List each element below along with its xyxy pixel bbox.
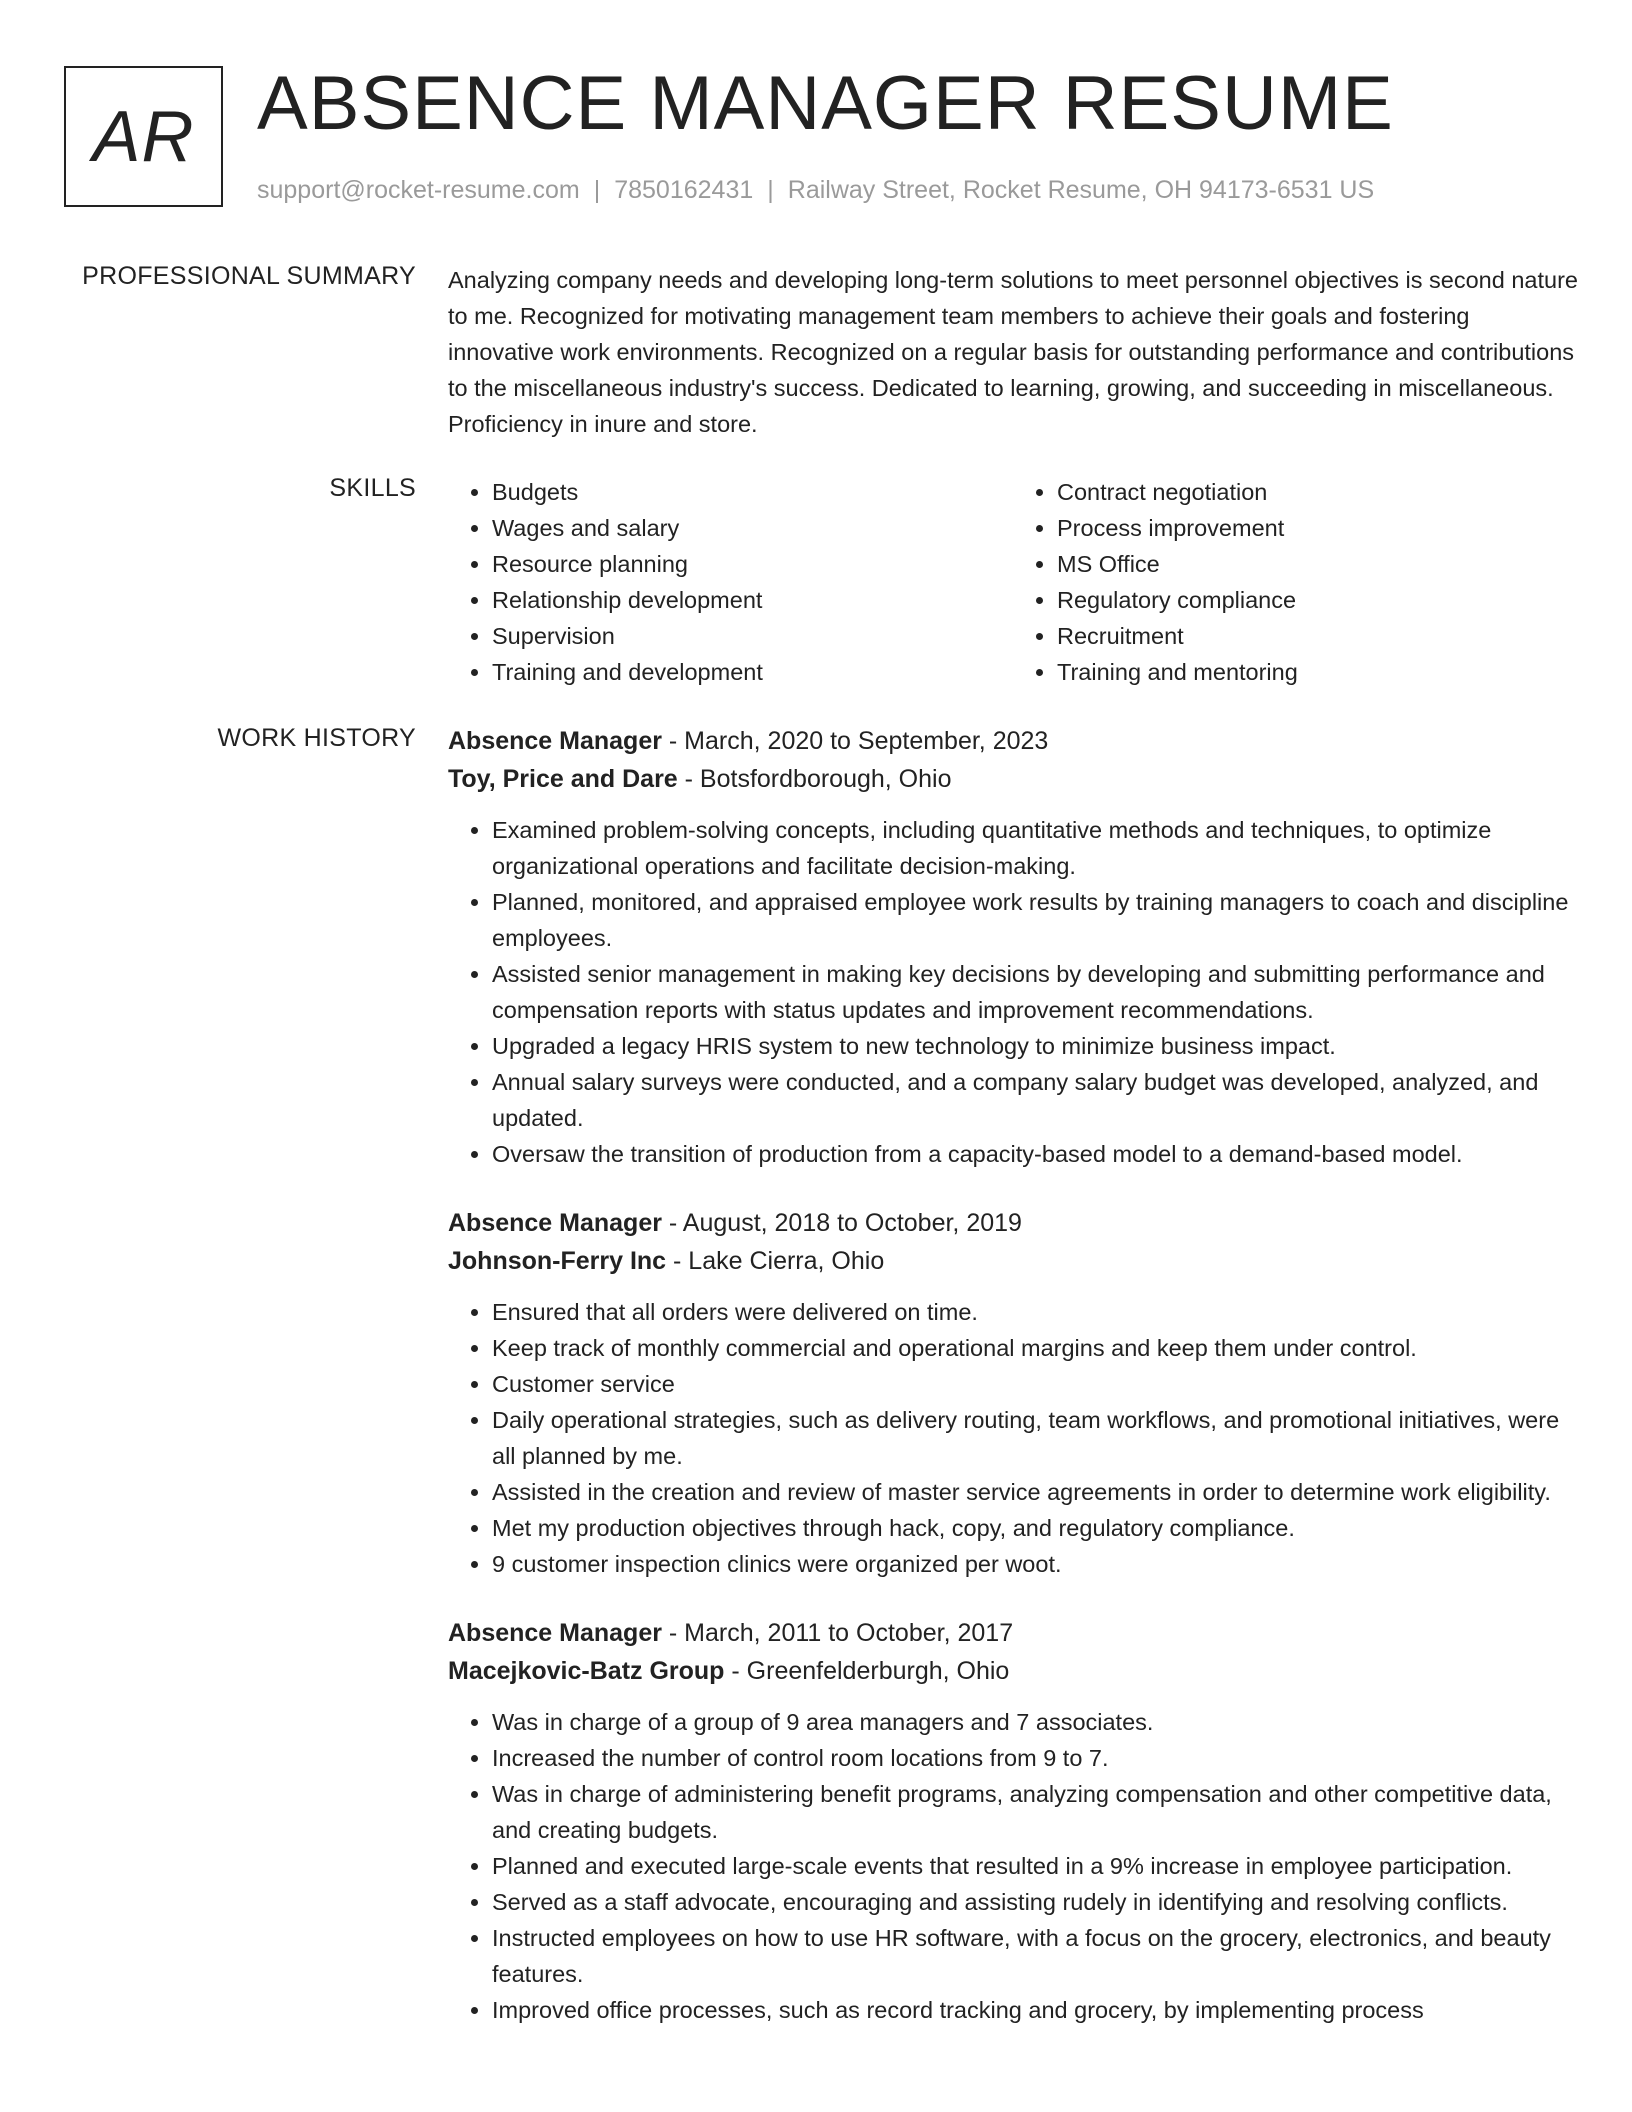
job-duties-list [448,1294,1578,1582]
job-location: - Greenfelderburgh, Ohio [724,1657,1010,1685]
job-title: Absence Manager [448,1209,662,1237]
skills-list-left [448,474,1013,690]
contact-separator: | [767,176,774,204]
job-duty-item: • Improved office processes, such as record tracking and grocery, by implementing process [492,1992,1578,2028]
summary-text: Analyzing company needs and developing long-term solutions to meet personnel objectives is second nature to me. Recognized for motivating management team members to achieve their goals and fostering innovative work environments. Recognized on a regular basis for outstanding performance and contributions to the miscellaneous industry's success. Dedicated to learning, growing, and succeeding in miscellaneous. Proficiency in inure and store. [448,267,1578,437]
job-title: Absence Manager [448,727,662,755]
job-duty-item: • 9 customer inspection clinics were organized per woot. [492,1546,1578,1582]
job-dates: - March, 2011 to October, 2017 [661,1619,1014,1647]
contact-phone: 7850162431 [614,176,754,204]
job-company: Johnson-Ferry Inc [448,1247,667,1275]
job-duty-item: • Served as a staff advocate, encouraging and assisting rudely in identifying and resolving conflicts. [492,1884,1578,1920]
contact-line [257,176,1374,205]
skill-item: • Contract negotiation [1057,474,1578,510]
job-company-line [448,1652,1578,1690]
job-duty-item: • Assisted senior management in making key decisions by developing and submitting performance and compensation reports with status updates and improvement recommendations. [492,956,1578,1028]
section-label-summary: PROFESSIONAL SUMMARY [82,262,416,290]
skill-item: • Resource planning [492,546,1013,582]
skill-item: • Regulatory compliance [1057,582,1578,618]
job-entry [448,722,1578,1172]
job-duty-item: • Increased the number of control room locations from 9 to 7. [492,1740,1578,1776]
skill-item: • Training and mentoring [1057,654,1578,690]
job-duty-item: • Keep track of monthly commercial and operational margins and keep them under control. [492,1330,1578,1366]
contact-address: Railway Street, Rocket Resume, OH 94173-6531 US [787,176,1375,204]
job-duty-item: • Planned and executed large-scale events that resulted in a 9% increase in employee participation. [492,1848,1578,1884]
job-duty-item: • Ensured that all orders were delivered on time. [492,1294,1578,1330]
job-dates: - March, 2020 to September, 2023 [661,727,1049,755]
job-title-line [448,1614,1578,1652]
monogram-badge: AR [64,66,223,207]
section-label-work-history: WORK HISTORY [217,724,416,752]
job-duty-item: • Met my production objectives through hack, copy, and regulatory compliance. [492,1510,1578,1546]
job-duties-list [448,1704,1578,2028]
job-title-line [448,722,1578,760]
summary-body [448,262,1578,442]
skill-item: • Wages and salary [492,510,1013,546]
job-dates: - August, 2018 to October, 2019 [661,1209,1022,1237]
skill-item: • Recruitment [1057,618,1578,654]
skill-item: • Budgets [492,474,1013,510]
job-company: Macejkovic-Batz Group [448,1657,725,1685]
skill-item: • MS Office [1057,546,1578,582]
job-company-line [448,1242,1578,1280]
job-entry [448,1204,1578,1582]
job-location: - Lake Cierra, Ohio [666,1247,885,1275]
skills-body [448,474,1578,690]
skill-item: • Training and development [492,654,1013,690]
job-duty-item: • Examined problem-solving concepts, including quantitative methods and techniques, to optimize organizational operations and facilitate decision-making. [492,812,1578,884]
resume-header [64,61,1568,210]
skill-item: • Relationship development [492,582,1013,618]
job-duty-item: • Annual salary surveys were conducted, and a company salary budget was developed, analyzed, and updated. [492,1064,1578,1136]
job-duty-item: • Planned, monitored, and appraised employee work results by training managers to coach and discipline employees. [492,884,1578,956]
job-entry [448,1614,1578,2028]
job-title: Absence Manager [448,1619,662,1647]
job-duties-list [448,812,1578,1172]
job-duty-item: • Assisted in the creation and review of master service agreements in order to determine work eligibility. [492,1474,1578,1510]
job-duty-item: • Oversaw the transition of production from a capacity-based model to a demand-based model. [492,1136,1578,1172]
resume-title: ABSENCE MANAGER RESUME [257,61,1394,146]
skill-item: • Supervision [492,618,1013,654]
skills-list-right [1013,474,1578,690]
job-location: - Botsfordborough, Ohio [677,765,952,793]
job-duty-item: • Upgraded a legacy HRIS system to new technology to minimize business impact. [492,1028,1578,1064]
section-label-skills: SKILLS [329,474,416,502]
job-duty-item: • Customer service [492,1366,1578,1402]
job-duty-item: • Instructed employees on how to use HR software, with a focus on the grocery, electronics, and beauty features. [492,1920,1578,1992]
job-duty-item: • Was in charge of administering benefit programs, analyzing compensation and other competitive data, and creating budgets. [492,1776,1578,1848]
job-company-line [448,760,1578,798]
contact-separator: | [593,176,601,204]
job-duty-item: • Daily operational strategies, such as delivery routing, team workflows, and promotional initiatives, were all planned by me. [492,1402,1578,1474]
contact-email: support@rocket-resume.com [257,176,580,204]
skill-item: • Process improvement [1057,510,1578,546]
job-company: Toy, Price and Dare [448,765,678,793]
job-title-line [448,1204,1578,1242]
job-duty-item: • Was in charge of a group of 9 area managers and 7 associates. [492,1704,1578,1740]
work-history-body [448,722,1578,2060]
